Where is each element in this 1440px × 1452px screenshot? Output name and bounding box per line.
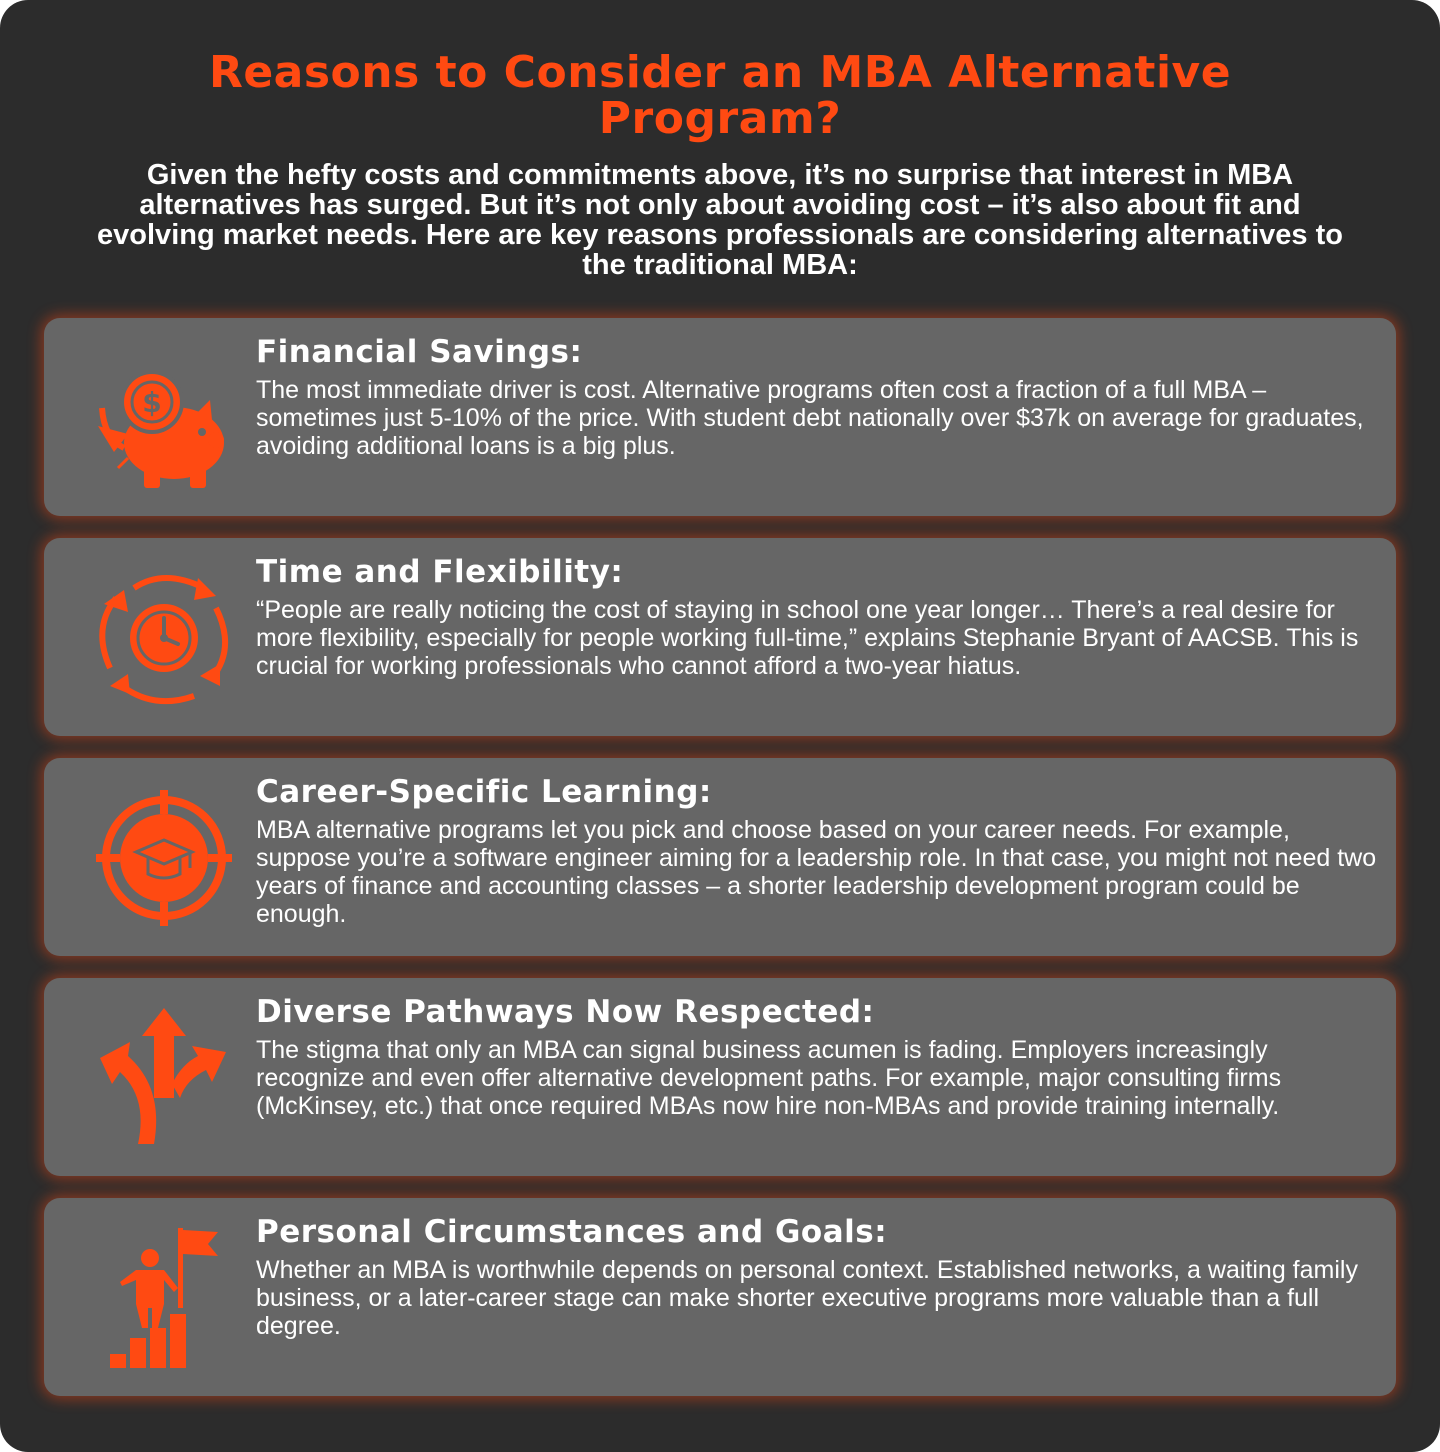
clock-cycle-icon [94, 568, 234, 708]
reason-text: “People are really noticing the cost of staying in school one year longer… There’s a real desire for more flexibility, especially for people working full-time,” explains Stephanie Bryant of AACSB. This is crucial for working professionals who cannot afford a two-year hiatus. [256, 596, 1359, 680]
reason-card-time-flexibility [44, 538, 1396, 736]
reason-text: The most immediate driver is cost. Alternative programs often cost a fraction of a full MBA – sometimes just 5-10% of the price. With student debt nationally over $37k on average for graduates, avoiding additional loans is a big plus. [256, 376, 1364, 460]
reason-heading: Time and Flexibility: [256, 554, 624, 590]
piggy-bank-icon [94, 348, 234, 488]
reason-card-financial-savings [44, 318, 1396, 516]
goal-flag-icon [94, 1228, 234, 1368]
diverging-arrows-icon [94, 1008, 234, 1148]
reason-heading: Career-Specific Learning: [256, 774, 712, 810]
reason-heading: Personal Circumstances and Goals: [256, 1214, 888, 1250]
reason-text: MBA alternative programs let you pick and choose based on your career needs. For example, suppose you’re a software engineer aiming for a leadership role. In that case, you might not need two years of finance and accounting classes – a shorter leadership development program could be enough. [256, 816, 1377, 928]
reason-text: Whether an MBA is worthwhile depends on personal context. Established networks, a waiting family business, or a later-career stage can make shorter executive programs more valuable than a full degree. [256, 1256, 1358, 1340]
reason-card-personal-goals [44, 1198, 1396, 1396]
reason-heading: Diverse Pathways Now Respected: [256, 994, 875, 1030]
reason-text: The stigma that only an MBA can signal business acumen is fading. Employers increasingly recognize and even offer alternative development paths. For example, major consulting firms (McKinsey, etc.) that once required MBAs now hire non-MBAs and provide training internally. [256, 1036, 1282, 1120]
reason-card-diverse-pathways [44, 978, 1396, 1176]
reason-heading: Financial Savings: [256, 334, 583, 370]
page-title: Reasons to Consider an MBA Alternative Program? [208, 47, 1232, 144]
intro-paragraph: Given the hefty costs and commitments above, it’s no surprise that interest in MBA alternatives has surged. But it’s not only about avoiding cost – it’s also about fit and evolving market needs. Here are key reasons professionals are considering alternatives to the traditional MBA: [97, 159, 1343, 281]
graduation-target-icon [94, 788, 234, 928]
reason-card-career-learning [44, 758, 1396, 956]
svg-text:$: $ [142, 386, 162, 419]
